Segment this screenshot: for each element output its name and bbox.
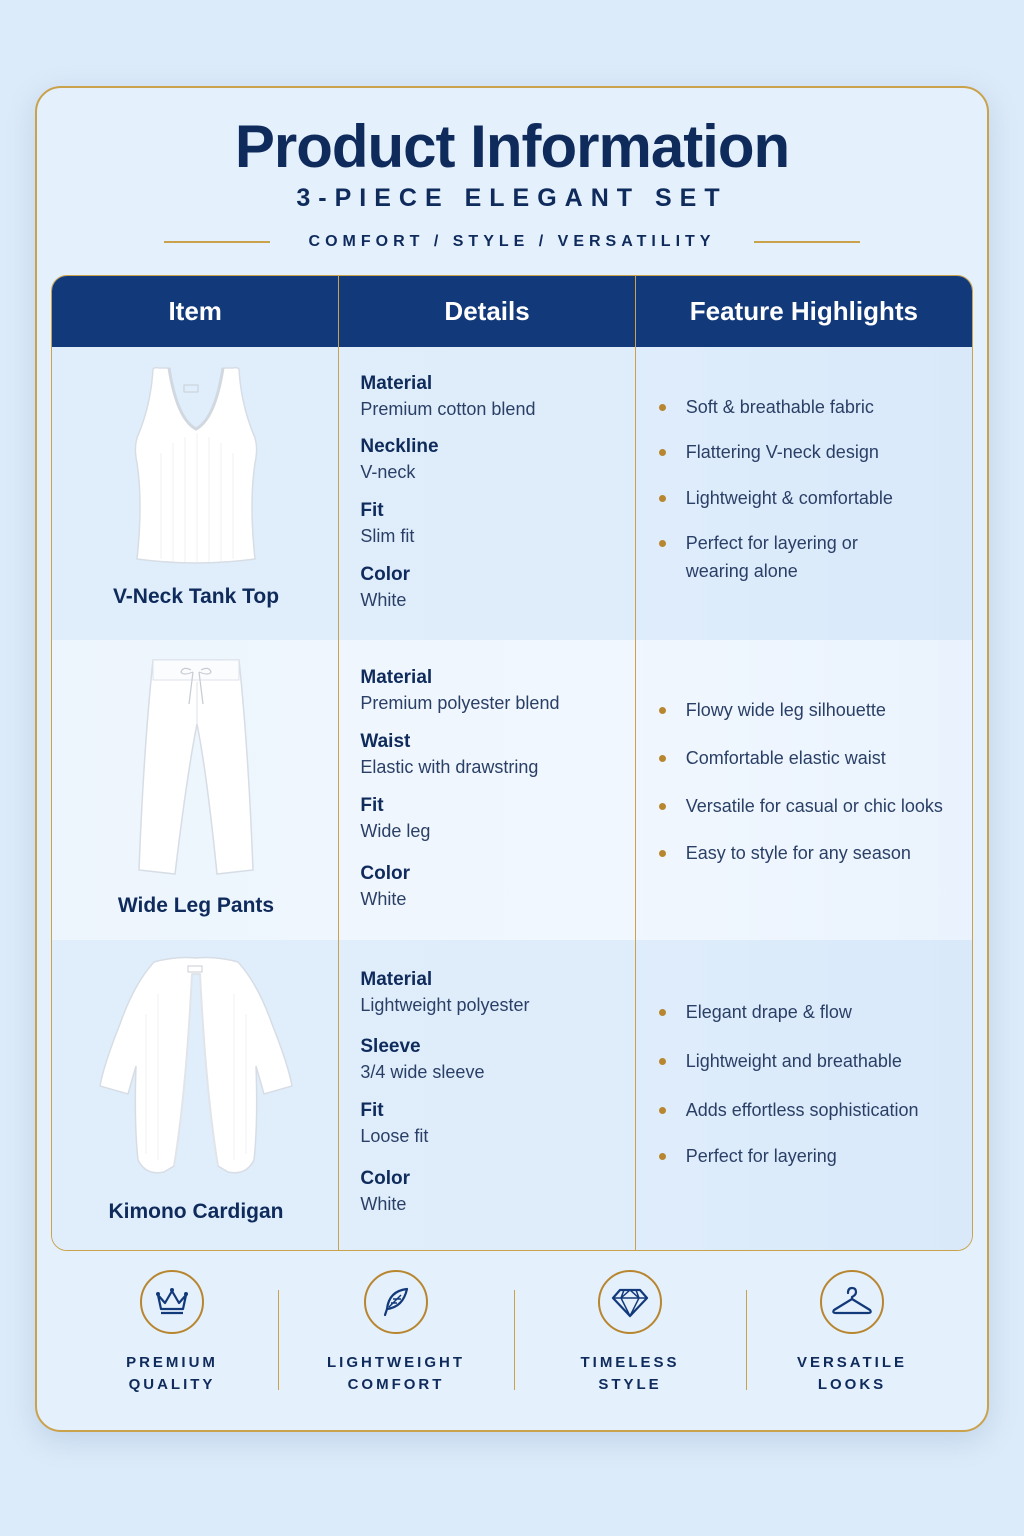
features-cell <box>636 640 972 940</box>
bullet-icon <box>659 1058 666 1065</box>
detail-material <box>360 372 535 422</box>
item-name: V-Neck Tank Top <box>112 585 280 608</box>
detail-color <box>360 563 410 613</box>
item-cell <box>52 347 339 640</box>
detail-fit <box>360 794 430 844</box>
detail-value: 3/4 wide sleeve <box>360 1062 485 1082</box>
detail-label: Fit <box>360 500 384 521</box>
feature-item: Adds effortless sophistication <box>686 1096 966 1124</box>
detail-waist <box>360 730 538 780</box>
feature-item: Perfect for layering <box>686 1142 966 1170</box>
bullet-icon <box>659 495 666 502</box>
bullet-icon <box>659 1107 666 1114</box>
details-cell <box>339 640 635 940</box>
detail-value: Premium polyester blend <box>360 693 560 713</box>
product-table <box>51 275 973 1251</box>
bullet-icon <box>659 850 666 857</box>
feature-item: Comfortable elastic waist <box>686 744 966 772</box>
detail-label: Sleeve <box>360 1036 421 1057</box>
item-name: Wide Leg Pants <box>117 894 275 917</box>
detail-value: Lightweight polyester <box>360 995 530 1015</box>
feature-item: Easy to style for any season <box>686 839 966 867</box>
detail-value: White <box>360 1194 407 1214</box>
column-header-item: Item <box>52 276 339 347</box>
detail-value: Wide leg <box>360 821 431 841</box>
column-header-features: Feature Highlights <box>689 296 918 326</box>
badge-premium-quality <box>72 1270 272 1396</box>
detail-value: Loose fit <box>360 1126 429 1146</box>
detail-label: Fit <box>360 795 384 816</box>
bullet-icon <box>659 755 666 762</box>
column-header-details: Details <box>339 276 635 347</box>
detail-value: White <box>360 889 407 909</box>
bullet-icon <box>659 803 666 810</box>
details-cell <box>339 940 635 1251</box>
bullet-icon <box>659 707 666 714</box>
detail-value: Elastic with drawstring <box>360 757 539 777</box>
detail-label: Waist <box>360 731 411 752</box>
bullet-icon <box>659 540 666 547</box>
detail-value: White <box>360 590 407 610</box>
table-row <box>52 347 972 640</box>
detail-label: Fit <box>360 1100 384 1121</box>
detail-label: Color <box>360 863 410 884</box>
detail-color <box>360 1167 410 1217</box>
features-cell <box>636 347 972 640</box>
detail-fit <box>360 1099 428 1149</box>
crown-icon <box>140 1270 204 1334</box>
feature-badges <box>51 1270 973 1410</box>
bullet-icon <box>659 1009 666 1016</box>
table-row <box>52 640 972 940</box>
detail-label: Color <box>360 564 410 585</box>
detail-value: V-neck <box>360 462 416 482</box>
bullet-icon <box>659 1153 666 1160</box>
tank-top-icon <box>52 363 340 567</box>
detail-neckline <box>360 435 438 485</box>
detail-color <box>360 862 410 912</box>
detail-value: Premium cotton blend <box>360 399 536 419</box>
badge-lightweight-comfort <box>296 1270 496 1396</box>
badge-timeless-style <box>530 1270 730 1396</box>
cardigan-icon <box>52 954 340 1184</box>
badge-divider <box>514 1290 515 1390</box>
table-row <box>52 940 972 1251</box>
detail-label: Material <box>360 373 433 394</box>
page-subtitle: 3-PIECE ELEGANT SET <box>296 184 728 212</box>
item-cell <box>52 640 339 940</box>
badge-divider <box>746 1290 747 1390</box>
features-cell <box>636 940 972 1251</box>
feature-item: Perfect for layering or wearing alone <box>686 529 906 585</box>
badge-label: TIMELESS STYLE <box>580 1354 680 1393</box>
pants-icon <box>52 654 340 880</box>
detail-value: Slim fit <box>360 526 415 546</box>
tagline: COMFORT / STYLE / VERSATILITY <box>308 233 716 250</box>
badge-label: LIGHTWEIGHT COMFORT <box>327 1354 465 1393</box>
feather-icon <box>364 1270 428 1334</box>
feature-item: Lightweight & comfortable <box>686 484 966 512</box>
item-cell <box>52 940 339 1251</box>
table-header <box>52 276 972 347</box>
divider-right <box>754 241 860 243</box>
feature-item: Soft & breathable fabric <box>686 393 966 421</box>
details-cell <box>339 347 635 640</box>
detail-label: Color <box>360 1168 410 1189</box>
diamond-icon <box>598 1270 662 1334</box>
badge-label: PREMIUM QUALITY <box>126 1354 218 1393</box>
feature-item: Flowy wide leg silhouette <box>686 696 966 724</box>
badge-versatile-looks <box>752 1270 952 1396</box>
detail-material <box>360 666 559 716</box>
divider-left <box>164 241 270 243</box>
item-name: Kimono Cardigan <box>108 1200 284 1223</box>
bullet-icon <box>659 449 666 456</box>
page-title: Product Information <box>234 113 790 180</box>
feature-item: Lightweight and breathable <box>686 1047 966 1075</box>
hanger-icon <box>820 1270 884 1334</box>
feature-item: Elegant drape & flow <box>686 998 966 1026</box>
badge-label: VERSATILE LOOKS <box>796 1354 908 1393</box>
bullet-icon <box>659 404 666 411</box>
feature-item: Versatile for casual or chic looks <box>686 792 966 820</box>
badge-divider <box>278 1290 279 1390</box>
feature-item: Flattering V-neck design <box>686 438 966 466</box>
tagline-row <box>164 230 860 254</box>
detail-fit <box>360 499 414 549</box>
detail-material <box>360 968 529 1018</box>
detail-sleeve <box>360 1035 484 1085</box>
detail-label: Neckline <box>360 436 439 457</box>
detail-label: Material <box>360 969 433 990</box>
detail-label: Material <box>360 667 433 688</box>
